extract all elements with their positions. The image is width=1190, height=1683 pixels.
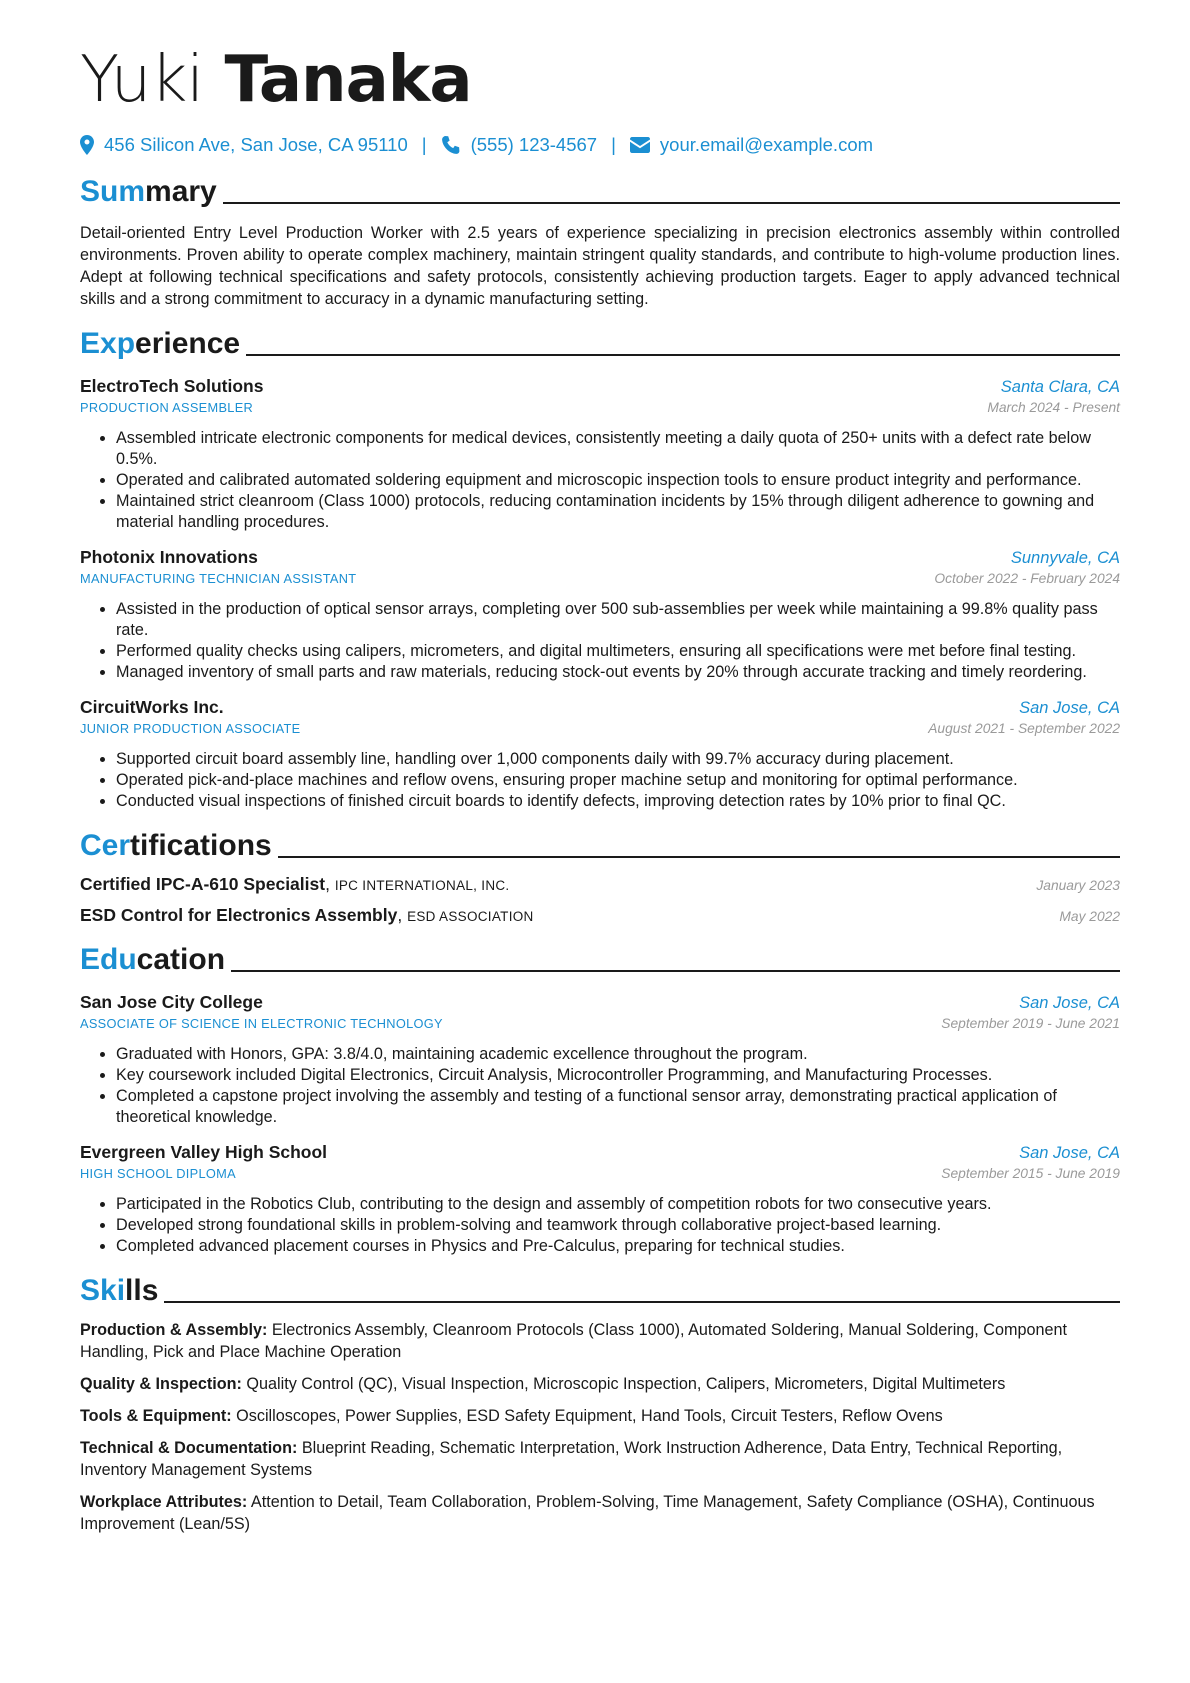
section-title: Summary — [80, 175, 217, 208]
bullet-list — [80, 1044, 1120, 1128]
certification-issuer: IPC INTERNATIONAL, INC. — [334, 878, 510, 893]
address-text: 456 Silicon Ave, San Jose, CA 95110 — [104, 134, 408, 155]
section-title: Education — [80, 943, 226, 976]
envelope-icon — [630, 137, 650, 153]
school-name: Evergreen Valley High School — [80, 1142, 328, 1162]
section-rule — [164, 1301, 1120, 1303]
job-location: Santa Clara, CA — [1000, 378, 1120, 396]
experience-entry — [80, 374, 1120, 533]
list-item: • Developed strong foundational skills in problem-solving and teamwork through collaborative project-based learning. — [116, 1215, 1120, 1236]
list-item: • Graduated with Honors, GPA: 3.8/4.0, maintaining academic excellence throughout the program. — [116, 1044, 1120, 1065]
list-item: • Maintained strict cleanroom (Class 1000) protocols, reducing contamination incidents by 15% through diligent adherence to gowning and material handling procedures. — [116, 491, 1120, 533]
summary-section-header — [80, 174, 1120, 210]
list-item: • Assisted in the production of optical sensor arrays, completing over 500 sub-assemblies per week while maintaining a 99.8% quality pass rate. — [116, 599, 1120, 641]
first-name: Yuki — [80, 43, 204, 117]
section-rule — [246, 354, 1120, 356]
education-entry — [80, 990, 1120, 1128]
skill-group — [80, 1319, 1120, 1363]
contact-bar — [80, 132, 1120, 158]
skill-group-values: Oscilloscopes, Power Supplies, ESD Safety Equipment, Hand Tools, Circuit Testers, Reflow Ovens — [236, 1407, 943, 1425]
skill-group — [80, 1437, 1120, 1481]
certification-date: May 2022 — [1059, 909, 1120, 924]
list-item: • Participated in the Robotics Club, contributing to the design and assembly of competition robots for two consecutive years. — [116, 1194, 1120, 1215]
skill-group-values: Electronics Assembly, Cleanroom Protocols (Class 1000), Automated Soldering, Manual Soldering, Component Handling, Pick and Place Machine Operation — [80, 1321, 1067, 1361]
section-title: Experience — [80, 327, 241, 360]
job-dates: August 2021 - September 2022 — [928, 721, 1120, 736]
certifications-section-header — [80, 828, 1120, 864]
contact-address — [80, 134, 408, 156]
skill-group — [80, 1373, 1120, 1395]
employer-name: CircuitWorks Inc. — [80, 697, 224, 717]
certification-name: Certified IPC-A-610 Specialist — [80, 874, 326, 894]
list-item: • Supported circuit board assembly line, handling over 1,000 components daily with 99.7% accuracy during placement. — [116, 749, 1120, 770]
skill-group-label: Quality & Inspection: — [80, 1375, 242, 1393]
employer-name: ElectroTech Solutions — [80, 376, 264, 396]
last-name: Tanaka — [224, 43, 472, 117]
school-location: San Jose, CA — [1019, 1144, 1120, 1162]
map-pin-icon — [80, 135, 94, 155]
resume-page — [80, 40, 1120, 1535]
school-location: San Jose, CA — [1019, 994, 1120, 1012]
education-entry — [80, 1140, 1120, 1257]
section-rule — [223, 202, 1120, 204]
skill-group-label: Tools & Equipment: — [80, 1407, 232, 1425]
job-title: JUNIOR PRODUCTION ASSOCIATE — [80, 721, 301, 736]
skill-group-values: Quality Control (QC), Visual Inspection, Microscopic Inspection, Calipers, Micrometers, Digital Multimeters — [246, 1375, 1006, 1393]
certification-entry: Certified IPC-A-610 Specialist, IPC INTERNATIONAL, INC. January 2023 — [80, 874, 1120, 894]
certification-entry: ESD Control for Electronics Assembly, ESD ASSOCIATION May 2022 — [80, 905, 1120, 925]
candidate-name — [80, 40, 1120, 120]
experience-entry — [80, 695, 1120, 812]
list-item: • Managed inventory of small parts and raw materials, reducing stock-out events by 20% through accurate tracking and timely reordering. — [116, 662, 1120, 683]
job-location: Sunnyvale, CA — [1010, 549, 1120, 567]
list-item: • Performed quality checks using calipers, micrometers, and digital multimeters, ensuring all specifications were met before final testing. — [116, 641, 1120, 662]
school-name: San Jose City College — [80, 992, 263, 1012]
email-link[interactable]: your.email@example.com — [659, 134, 874, 155]
list-item: • Operated pick-and-place machines and reflow ovens, ensuring proper machine setup and monitoring for optimal performance. — [116, 770, 1120, 791]
bullet-list — [80, 749, 1120, 812]
employer-name: Photonix Innovations — [80, 547, 258, 567]
contact-email[interactable] — [630, 134, 873, 156]
skills-section-header — [80, 1273, 1120, 1309]
education-section-header — [80, 942, 1120, 978]
skill-group-label: Technical & Documentation: — [80, 1439, 298, 1457]
list-item: • Conducted visual inspections of finished circuit boards to identify defects, improving detection rates by 10% prior to final QC. — [116, 791, 1120, 812]
phone-icon — [441, 135, 461, 155]
skill-group-label: Production & Assembly: — [80, 1321, 268, 1339]
job-title: MANUFACTURING TECHNICIAN ASSISTANT — [80, 571, 357, 586]
phone-text[interactable]: (555) 123-4567 — [470, 134, 598, 155]
list-item: • Operated and calibrated automated soldering equipment and microscopic inspection tools to ensure product integrity and performance. — [116, 470, 1120, 491]
job-dates: October 2022 - February 2024 — [934, 571, 1120, 586]
list-item: • Completed a capstone project involving the assembly and testing of a functional sensor array, demonstrating practical application of theoretical knowledge. — [116, 1086, 1120, 1128]
bullet-list — [80, 599, 1120, 683]
skill-group-values: Attention to Detail, Team Collaboration, Problem-Solving, Time Management, Safety Compliance (OSHA), Continuous Improvement (Lean/5S) — [80, 1493, 1095, 1533]
skill-group — [80, 1405, 1120, 1427]
degree-title: ASSOCIATE OF SCIENCE IN ELECTRONIC TECHNOLOGY — [80, 1016, 443, 1031]
job-location: San Jose, CA — [1019, 699, 1120, 717]
section-title: Skills — [80, 1274, 159, 1307]
contact-phone[interactable] — [441, 134, 598, 156]
job-dates: March 2024 - Present — [987, 400, 1120, 415]
list-item: • Assembled intricate electronic components for medical devices, consistently meeting a daily quota of 250+ units with a defect rate below 0.5%. — [116, 428, 1120, 470]
bullet-list — [80, 428, 1120, 533]
bullet-list — [80, 1194, 1120, 1257]
experience-entry — [80, 545, 1120, 683]
skill-group-label: Workplace Attributes: — [80, 1493, 248, 1511]
list-item: • Completed advanced placement courses in Physics and Pre-Calculus, preparing for technical studies. — [116, 1236, 1120, 1257]
education-dates: September 2019 - June 2021 — [941, 1016, 1120, 1031]
degree-title: HIGH SCHOOL DIPLOMA — [80, 1166, 236, 1181]
contact-separator: | — [421, 134, 427, 155]
contact-separator: | — [611, 134, 616, 155]
certification-issuer: ESD ASSOCIATION — [407, 909, 534, 924]
certification-name: ESD Control for Electronics Assembly — [80, 905, 398, 925]
section-title: Certifications — [80, 829, 272, 862]
skill-group — [80, 1491, 1120, 1535]
education-dates: September 2015 - June 2019 — [941, 1166, 1120, 1181]
experience-section-header — [80, 326, 1120, 362]
certification-date: January 2023 — [1036, 878, 1120, 893]
section-rule — [278, 856, 1120, 858]
section-rule — [231, 970, 1120, 972]
list-item: • Key coursework included Digital Electronics, Circuit Analysis, Microcontroller Programming, and Manufacturing Processes. — [116, 1065, 1120, 1086]
skill-group-values: Blueprint Reading, Schematic Interpretation, Work Instruction Adherence, Data Entry, Technical Reporting, Inventory Management Systems — [80, 1439, 1063, 1479]
summary-text: Detail-oriented Entry Level Production Worker with 2.5 years of experience specializing in precision electronics assembly within controlled environments. Proven ability to operate complex machinery, maintain stringent quality standards, and contribute to high-volume production lines. Adept at following technical specifications and safety protocols, consistently achieving production targets. Eager to apply advanced technical skills and a strong commitment to accuracy in a dynamic manufacturing setting. — [80, 224, 1120, 308]
job-title: PRODUCTION ASSEMBLER — [80, 400, 254, 415]
